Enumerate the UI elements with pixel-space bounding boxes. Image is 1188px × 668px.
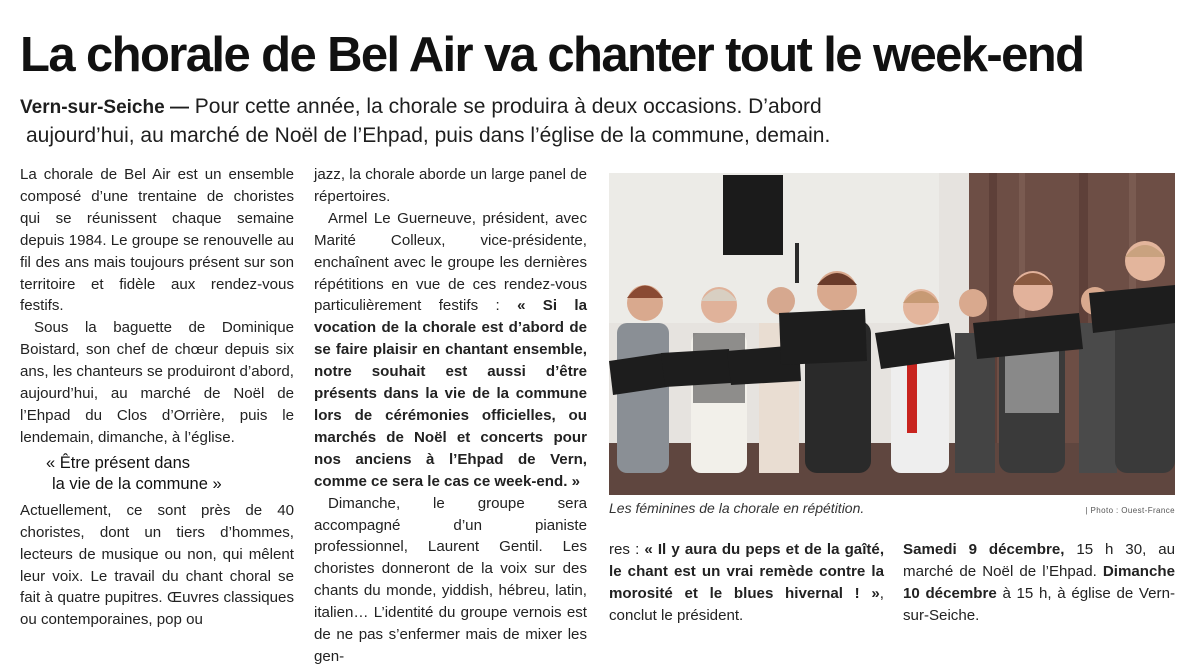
event-dates (903, 539, 1175, 627)
genres-end: , conclut le président. (609, 584, 884, 624)
paragraph-members: Actuellement, ce sont près de 40 choristes, dont un tiers d’hommes, lecteurs de musique ou non, qui mêlent leur voix. Le travail du chant choral se fait à quatre pupitres. Œuvres classiques ou contemporaines, pop ou (20, 501, 294, 629)
president-intro: Armel Le Guerneuve, président, avec Marité Colleux, vice-présidente, enchaînent avec le groupe les dernières répétitions en vue de ces rendez-vous particulièrement festifs : (314, 209, 587, 315)
dateline-place: Vern-sur-Seiche — (20, 97, 189, 118)
subheading-line-1: « Être présent dans (46, 453, 191, 472)
event-1-details: 15 h 30, au marché de Noël de l’Ehpad. (903, 541, 1175, 580)
lede-line-2: aujourd’hui, au marché de Noël de l’Ehpad, puis dans l’église de la commune, demain. (26, 124, 831, 147)
president-quote: « Si la vocation de la chorale est d’abord de se faire plaisir en chantant ensemble, notre souhait est aussi d’être présents dans la vie de la commune lors de cérémonies officielles, ou marchés de Noël et concerts pour nos anciens à l’Ehpad de Vern, comme ce sera le cas ce week-end. » (314, 297, 587, 490)
paragraph-sunday: Dimanche, le groupe sera accompagné d’un pianiste professionnel, Laurent Gentil. Les choristes donneront de la voix sur des chants du monde, yiddish, hébreu, latin, italien… L’identité du groupe vernois est de ne pas s’enfermer mais de mixer les gen- (314, 494, 587, 665)
paragraph-conductor: Sous la baguette de Dominique Boistard, son chef de chœur depuis six ans, les chanteurs se produiront d’abord, aujourd’hui, au marché de Noël de l’Ehpad du Clos d’Orrière, puis le lendemain, dimanche, à l’église. (20, 319, 294, 446)
event-2-details: à 15 h, à église de Vern-sur-Seiche. (903, 584, 1175, 624)
subheading-line-2: la vie de la commune » (52, 474, 222, 493)
article-column-1 (20, 164, 294, 631)
event-2-date: Dimanche 10 décembre (903, 562, 1175, 602)
president-quote-2: « Il y aura du peps et de la gaîté, le chant est un vrai remède contre la morosité et le blues hivernal ! » (609, 541, 885, 602)
paragraph-members-cont: jazz, la chorale aborde un large panel de répertoires. (314, 166, 587, 205)
genres-cont: res : (609, 541, 640, 558)
photo-caption: Les féminines de la chorale en répétition. (609, 500, 865, 516)
paragraph-president (314, 208, 587, 493)
speaker-icon (723, 175, 783, 255)
lede (20, 93, 1180, 150)
lede-line-1: Pour cette année, la chorale se produira à deux occasions. D’abord (194, 95, 822, 118)
photo-credit: | Photo : Ouest-France (1085, 506, 1175, 515)
article-column-4 (903, 539, 1175, 627)
choir-photo (609, 173, 1175, 495)
event-1-date: Samedi 9 décembre, (903, 541, 1065, 558)
choir-photo-illustration (609, 173, 1175, 495)
article-column-3 (609, 539, 884, 627)
paragraph-genres (609, 539, 884, 627)
headline: La chorale de Bel Air va chanter tout le week-end (20, 28, 1084, 82)
paragraph-intro: La chorale de Bel Air est un ensemble composé d’une trentaine de choristes qui se réunissent chaque semaine depuis 1984. Le groupe se renouvelle au fil des ans mais toujours présent sur son territoire et fidèle aux rendez-vous festifs. (20, 166, 294, 315)
subheading (46, 453, 294, 495)
article-column-2 (314, 164, 587, 668)
